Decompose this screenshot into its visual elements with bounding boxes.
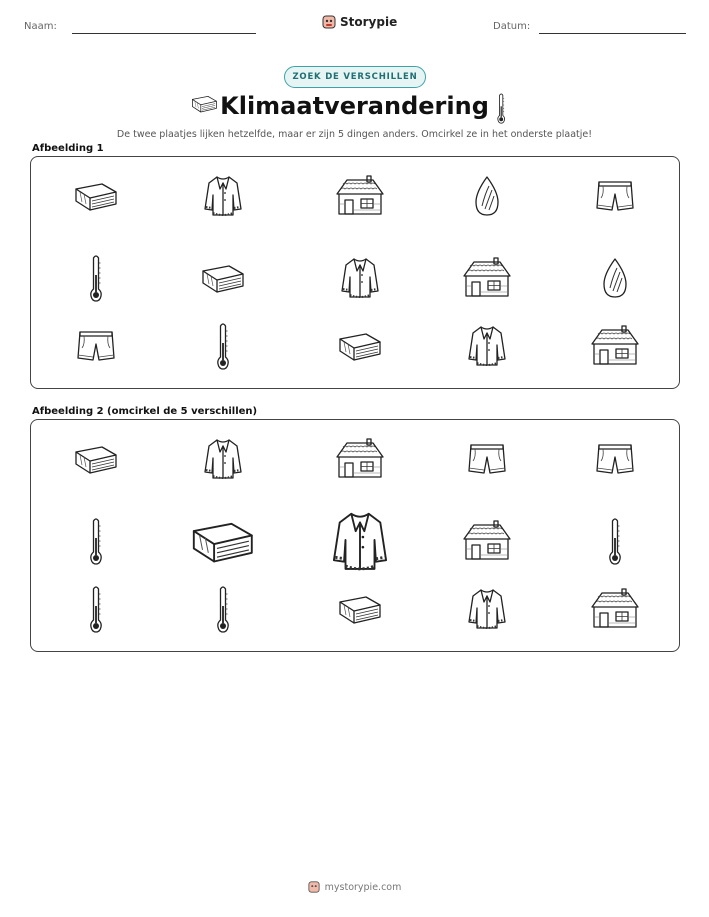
- book-icon: [320, 313, 400, 379]
- shorts-icon: [575, 163, 655, 229]
- thermometer-icon: [183, 313, 263, 379]
- drop-icon: [447, 163, 527, 229]
- house-icon[interactable]: [575, 576, 655, 642]
- shorts-icon[interactable]: [575, 426, 655, 492]
- instructions: De twee plaatjes lijken hetzelfde, maar er zijn 5 dingen anders. Omcirkel ze in het onderste plaatje!: [116, 129, 593, 140]
- picture2-label: Afbeelding 2 (omcirkel de 5 verschillen): [32, 406, 258, 417]
- thermometer-icon[interactable]: [575, 508, 655, 574]
- book-icon: [56, 163, 136, 229]
- storypie-mascot-icon: [308, 880, 320, 894]
- footer: [0, 880, 709, 894]
- coat-icon[interactable]: [320, 508, 400, 574]
- thermometer-icon[interactable]: [56, 576, 136, 642]
- page-title: Klimaatverandering: [220, 92, 489, 120]
- book-icon[interactable]: [320, 576, 400, 642]
- house-icon: [575, 313, 655, 379]
- picture1-panel: [30, 156, 680, 389]
- brand-logo: [322, 14, 397, 30]
- thermometer-icon[interactable]: [56, 508, 136, 574]
- coat-icon: [183, 163, 263, 229]
- picture1-label: Afbeelding 1: [32, 143, 104, 154]
- house-icon: [320, 163, 400, 229]
- shorts-icon[interactable]: [447, 426, 527, 492]
- coat-icon[interactable]: [447, 576, 527, 642]
- book-icon: [183, 245, 263, 311]
- footer-site[interactable]: mystorypie.com: [324, 881, 402, 893]
- thermometer-icon: [496, 92, 506, 129]
- drop-icon: [575, 245, 655, 311]
- storypie-mascot-icon: [322, 14, 336, 30]
- date-field[interactable]: [539, 33, 686, 34]
- picture2-panel[interactable]: [30, 419, 680, 652]
- coat-icon[interactable]: [183, 426, 263, 492]
- shorts-icon: [56, 313, 136, 379]
- name-field[interactable]: [72, 33, 256, 34]
- coat-icon: [447, 313, 527, 379]
- book-icon[interactable]: [183, 508, 263, 574]
- house-icon[interactable]: [320, 426, 400, 492]
- brand-name: Storypie: [340, 15, 398, 29]
- thermometer-icon: [56, 245, 136, 311]
- book-icon[interactable]: [56, 426, 136, 492]
- name-label: Naam:: [24, 21, 57, 32]
- coat-icon: [320, 245, 400, 311]
- thermometer-icon[interactable]: [183, 576, 263, 642]
- house-icon[interactable]: [447, 508, 527, 574]
- house-icon: [447, 245, 527, 311]
- activity-badge: ZOEK DE VERSCHILLEN: [284, 66, 426, 88]
- date-label: Datum:: [493, 21, 531, 32]
